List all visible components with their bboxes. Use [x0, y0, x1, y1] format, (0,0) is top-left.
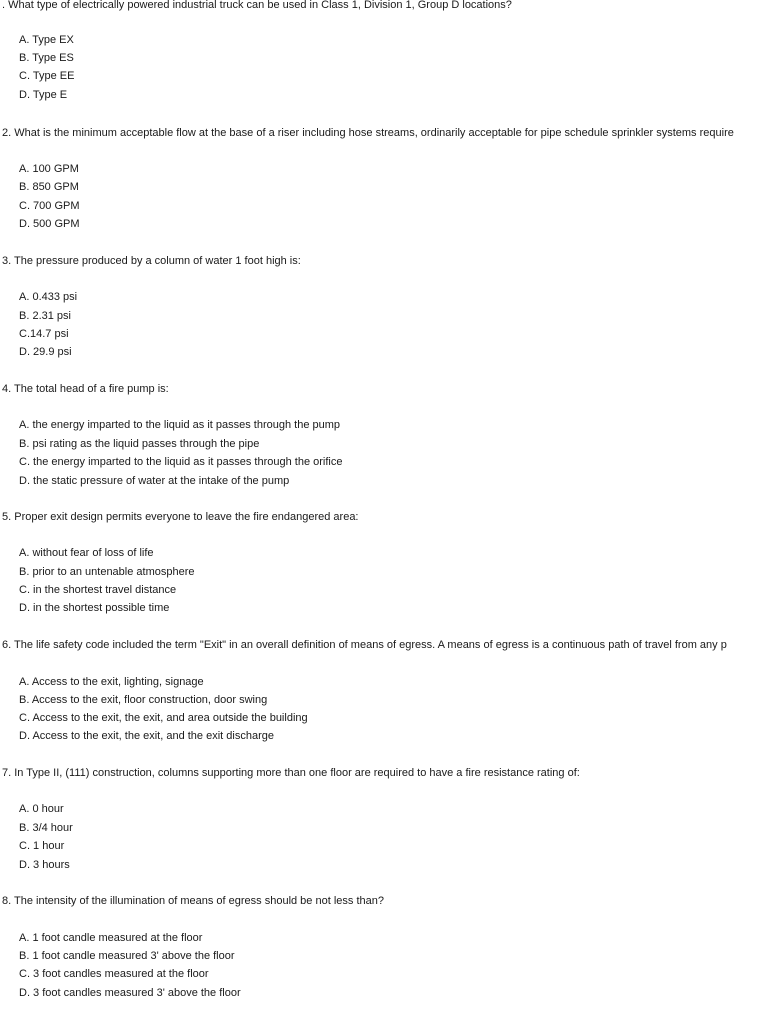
answer-option-d: D. Access to the exit, the exit, and the exit discharge	[19, 730, 274, 742]
answer-option-b: B. 2.31 psi	[19, 310, 71, 322]
answer-option-a: A. the energy imparted to the liquid as it passes through the pump	[19, 419, 341, 431]
question-5	[2, 510, 768, 616]
answer-option-a: A. 100 GPM	[19, 163, 79, 175]
question-text: 7. In Type II, (111) construction, columns supporting more than one floor are required to have a fire resistance rating of:	[2, 767, 580, 779]
answer-option-c: C.14.7 psi	[19, 328, 69, 340]
answer-option-d: D. 500 GPM	[19, 218, 80, 230]
answer-option-c: C. 1 hour	[19, 840, 65, 852]
answer-option-c: C. in the shortest travel distance	[19, 584, 177, 596]
answer-option-b: B. 850 GPM	[19, 181, 79, 193]
answer-option-c: C. 3 foot candles measured at the floor	[19, 968, 209, 980]
question-text: 4. The total head of a fire pump is:	[2, 383, 169, 395]
answer-option-d: D. in the shortest possible time	[19, 602, 170, 614]
answer-option-a: A. Type EX	[19, 34, 74, 46]
question-text: . What type of electrically powered industrial truck can be used in Class 1, Division 1, Group D locations?	[2, 0, 512, 11]
question-text: 3. The pressure produced by a column of water 1 foot high is:	[2, 255, 301, 267]
question-7	[2, 766, 768, 872]
answer-option-d: D. the static pressure of water at the intake of the pump	[19, 475, 290, 487]
answer-option-d: D. 3 foot candles measured 3' above the floor	[19, 987, 241, 999]
question-4	[2, 382, 768, 488]
answer-option-a: A. 0.433 psi	[19, 291, 78, 303]
answer-option-a: A. without fear of loss of life	[19, 547, 154, 559]
answer-option-a: A. Access to the exit, lighting, signage	[19, 676, 204, 688]
answer-option-a: A. 1 foot candle measured at the floor	[19, 932, 203, 944]
question-text: 2. What is the minimum acceptable flow at the base of a riser including hose streams, ordinarily acceptable for pipe schedule sprinkler systems require	[2, 127, 734, 139]
answer-option-c: C. 700 GPM	[19, 200, 80, 212]
answer-option-c: C. Access to the exit, the exit, and area outside the building	[19, 712, 308, 724]
question-8	[2, 894, 768, 1002]
answer-option-b: B. Access to the exit, floor construction, door swing	[19, 694, 268, 706]
answer-option-b: B. psi rating as the liquid passes through the pipe	[19, 438, 260, 450]
answer-option-d: D. 3 hours	[19, 859, 70, 871]
question-text: 6. The life safety code included the term "Exit" in an overall definition of means of egress. A means of egress is a continuous path of travel from any p	[2, 639, 727, 651]
question-3	[2, 254, 768, 360]
answer-option-b: B. 3/4 hour	[19, 822, 73, 834]
answer-option-d: D. Type E	[19, 89, 68, 101]
question-text: 5. Proper exit design permits everyone to leave the fire endangered area:	[2, 511, 359, 523]
answer-option-b: B. 1 foot candle measured 3' above the floor	[19, 950, 235, 962]
question-2	[2, 126, 768, 230]
answer-option-d: D. 29.9 psi	[19, 346, 72, 358]
answer-option-c: C. the energy imparted to the liquid as it passes through the orifice	[19, 456, 343, 468]
question-1	[2, 0, 768, 102]
answer-option-b: B. prior to an untenable atmosphere	[19, 566, 195, 578]
question-text: 8. The intensity of the illumination of means of egress should be not less than?	[2, 895, 384, 907]
answer-option-b: B. Type ES	[19, 52, 74, 64]
question-6	[2, 638, 768, 744]
answer-option-c: C. Type EE	[19, 70, 75, 82]
answer-option-a: A. 0 hour	[19, 803, 64, 815]
